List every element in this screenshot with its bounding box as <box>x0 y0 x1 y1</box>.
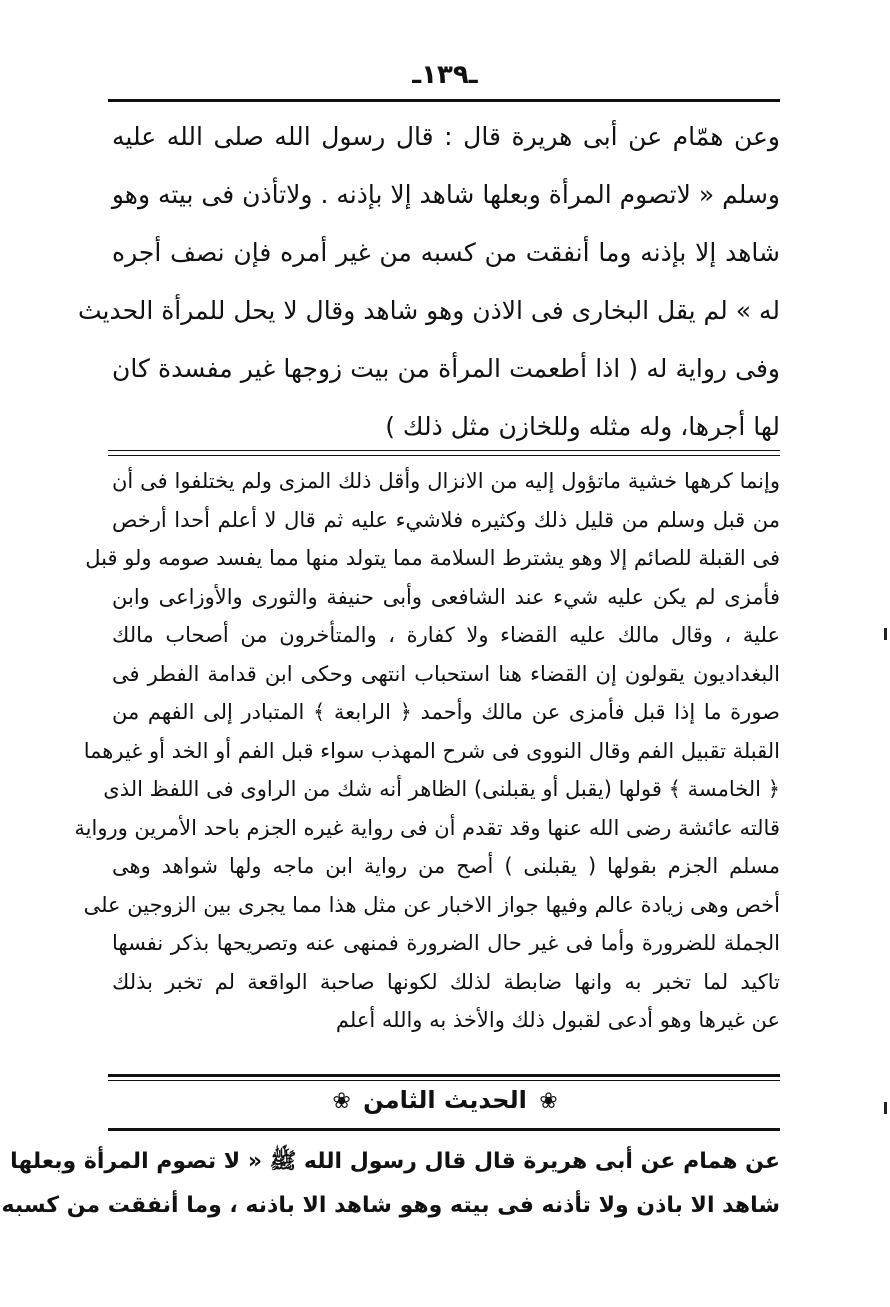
commentary-line: تاكيد لما تخبر به وانها ضابطة لذلك لكونها صاحبة الواقعة لم تخبر بذلك <box>112 969 780 994</box>
section-rule-upper <box>108 1074 780 1077</box>
hadith-line: وسلم « لاتصوم المرأة وبعلها شاهد إلا بإذنه . ولاتأذن فى بيته وهو <box>111 180 780 209</box>
margin-mark <box>884 628 887 640</box>
hadith-line: له » لم يقل البخارى فى الاذن وهو شاهد وقال لا يحل للمرأة الحديث <box>77 296 780 325</box>
commentary-text <box>74 462 780 1040</box>
commentary-line: أخص وهى زيادة عالم وفيها جواز الاخبار عن مثل هذا مما يجرى بين الزوجين على <box>83 892 780 917</box>
next-hadith-line: عن همام عن أبى هريرة قال قال رسول الله ﷺ « لا تصوم المرأة وبعلها <box>10 1149 780 1174</box>
margin-mark <box>884 1102 887 1114</box>
hadith-line: لها أجرها، وله مثله وللخازن مثل ذلك ) <box>385 412 780 441</box>
next-hadith-text <box>1 1140 780 1228</box>
commentary-line: من قبل وسلم من قليل ذلك وكثيره فلاشيء عليه ثم قال لا أعلم أحدا أرخص <box>112 507 780 532</box>
hadith-line: وعن همّام عن أبى هريرة قال : قال رسول الله صلى الله عليه <box>112 122 780 151</box>
commentary-line: وإنما كرهها خشية ماتؤول إليه من الانزال وأقل ذلك المزى ولم يختلفوا فى أن <box>112 469 780 493</box>
commentary-line: فأمزى لم يكن عليه شيء عند الشافعى وأبى حنيفة والثورى والأوزاعى وابن <box>112 584 780 609</box>
hadith-line: وفى رواية له ( اذا أطعمت المرأة من بيت زوجها غير مفسدة كان <box>112 354 780 383</box>
section-rule-upper-double <box>108 1080 780 1081</box>
section-title: الحديث الثامن <box>363 1086 527 1114</box>
section-heading <box>0 1086 890 1114</box>
next-hadith-line: شاهد الا باذن ولا تأذنه فى بيته وهو شاهد الا باذنه ، وما أنفقت من كسبه <box>1 1193 780 1218</box>
commentary-line: عن غيرها وهو أدعى لقبول ذلك والأخذ به والله أعلم <box>335 1008 780 1032</box>
ornament-icon: ❀ <box>332 1088 351 1114</box>
header-rule <box>108 99 780 102</box>
commentary-line: مسلم الجزم بقولها ( يقبلنى ) أصح من رواية ابن ماجه ولها شواهد وهى <box>112 854 780 878</box>
commentary-line: صورة ما إذا قبل فأمزى عن مالك وأحمد ﴿ الرابعة ﴾ المتبادر إلى الفهم من <box>112 700 780 724</box>
commentary-line: ﴿ الخامسة ﴾ قولها (يقبل أو يقبلنى) الظاهر أنه شك من الراوى فى اللفظ الذى <box>103 777 780 801</box>
ornament-icon: ❀ <box>539 1088 558 1114</box>
commentary-line: فى القبلة للصائم إلا وهو يشترط السلامة مما يتولد منها مما يفسد صومه ولو قبل <box>85 546 780 570</box>
commentary-line: البغداديون يقولون إن القضاء هنا استحباب انتهى وحكى ابن قدامة الفطر فى <box>112 661 780 686</box>
commentary-top-rule-double <box>108 455 780 456</box>
hadith-text <box>77 108 780 456</box>
commentary-line: القبلة تقبيل الفم وقال النووى فى شرح المهذب سواء قبل الفم أو الخد أو غيرهما <box>83 738 780 763</box>
section-rule-lower <box>108 1128 780 1131</box>
hadith-line: شاهد إلا بإذنه وما أنفقت من كسبه من غير أمره فإن نصف أجره <box>112 238 780 267</box>
commentary-line: قالته عائشة رضى الله عنها وقد تقدم أن فى رواية غيره الجزم باحد الأمرين ورواية <box>74 815 780 840</box>
commentary-line: الجملة للضرورة وأما فى غير حال الضرورة فمنهى عنه وتصريحها بذكر نفسها <box>112 931 780 955</box>
commentary-line: علية ، وقال مالك عليه القضاء ولا كفارة ، والمتأخرون من أصحاب مالك <box>112 623 780 647</box>
commentary-top-rule <box>108 450 780 451</box>
page-number: ـ١٣٩ـ <box>412 60 478 90</box>
